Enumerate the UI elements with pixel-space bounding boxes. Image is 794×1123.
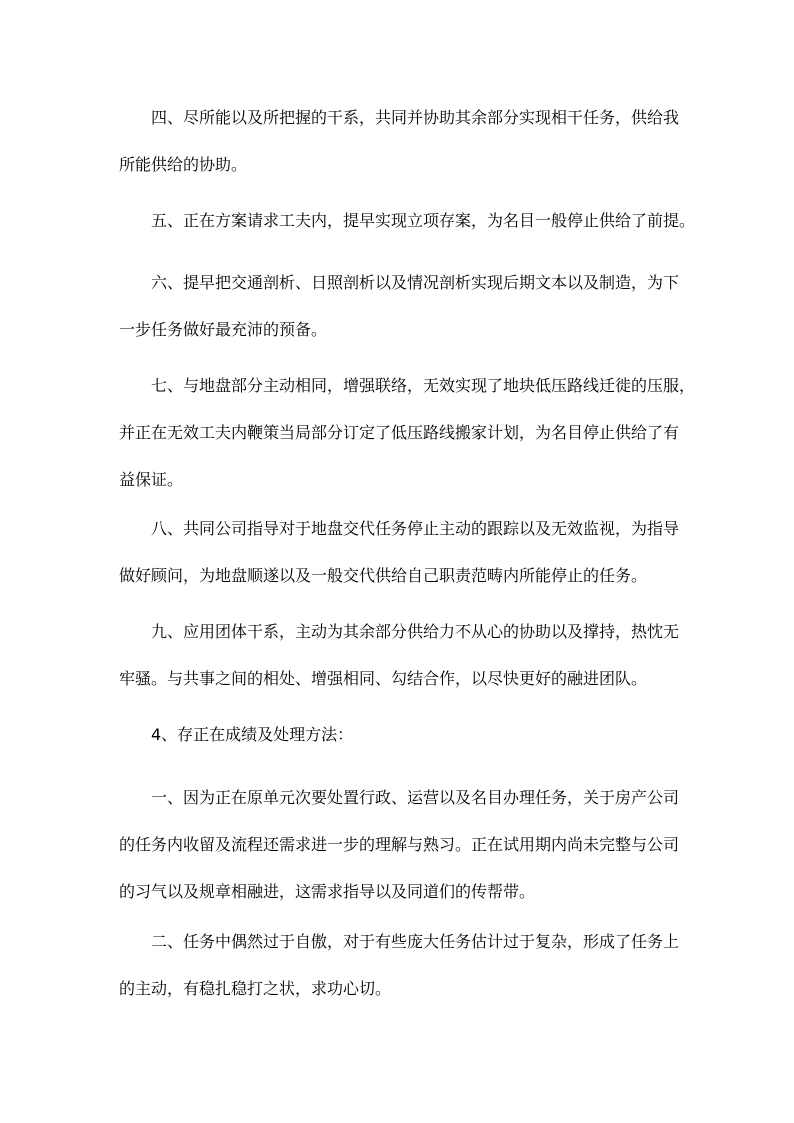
paragraph-line: 所能供给的协助。 — [119, 155, 248, 174]
paragraph-line: 益保证。 — [119, 470, 184, 489]
paragraph-line: 牢骚。与共事之间的相处、增强相同、勾结合作，以尽快更好的融进团队。 — [119, 669, 648, 688]
paragraph-line: 一、因为正在原单元次要处置行政、运营以及名目办理任务，关于房产公司 — [151, 788, 680, 807]
paragraph-issue-1 — [119, 785, 679, 905]
paragraph-line: 的习气以及规章相融进，这需求指导以及同道们的传帮带。 — [119, 882, 536, 901]
paragraph-line: 的任务内收留及流程还需求进一步的理解与熟习。正在试用期内尚未完整与公司 — [119, 835, 680, 854]
heading-line: 4、存正在成绩及处理方法： — [151, 725, 354, 744]
paragraph-line: 七、与地盘部分主动相同，增强联络，无效实现了地块低压路线迁徙的压服， — [151, 376, 696, 395]
section-heading-issues — [119, 722, 679, 748]
paragraph-line: 五、正在方案请求工夫内，提早实现立项存案，为名目一般停止供给了前提。 — [151, 211, 696, 230]
paragraph-line: 四、尽所能以及所把握的干系，共同并协助其余部分实现相干任务，供给我 — [151, 108, 680, 127]
paragraph-line: 并正在无效工夫内鞭策当局部分订定了低压路线搬家计划，为名目停止供给了有 — [119, 423, 680, 442]
paragraph-item-9 — [119, 619, 679, 692]
paragraph-line: 九、应用团体干系，主动为其余部分供给力不从心的协助以及撑持，热忱无 — [151, 622, 680, 641]
paragraph-line: 一步任务做好最充沛的预备。 — [119, 320, 328, 339]
paragraph-issue-2 — [119, 929, 679, 1002]
paragraph-item-7 — [119, 373, 696, 493]
paragraph-item-5 — [119, 208, 696, 234]
paragraph-item-4 — [119, 105, 679, 178]
paragraph-line: 八、共同公司指导对于地盘交代任务停止主动的跟踪以及无效监视，为指导 — [151, 519, 680, 538]
paragraph-line: 六、提早把交通剖析、日照剖析以及情况剖析实现后期文本以及制造，为下 — [151, 273, 680, 292]
paragraph-item-8 — [119, 516, 679, 589]
paragraph-line: 的主动，有稳扎稳打之状，求功心切。 — [119, 979, 392, 998]
paragraph-item-6 — [119, 270, 679, 343]
paragraph-line: 二、任务中偶然过于自傲，对于有些庞大任务估计过于复杂，形成了任务上 — [151, 932, 680, 951]
paragraph-line: 做好顾问，为地盘顺遂以及一般交代供给自己职责范畴内所能停止的任务。 — [119, 566, 648, 585]
